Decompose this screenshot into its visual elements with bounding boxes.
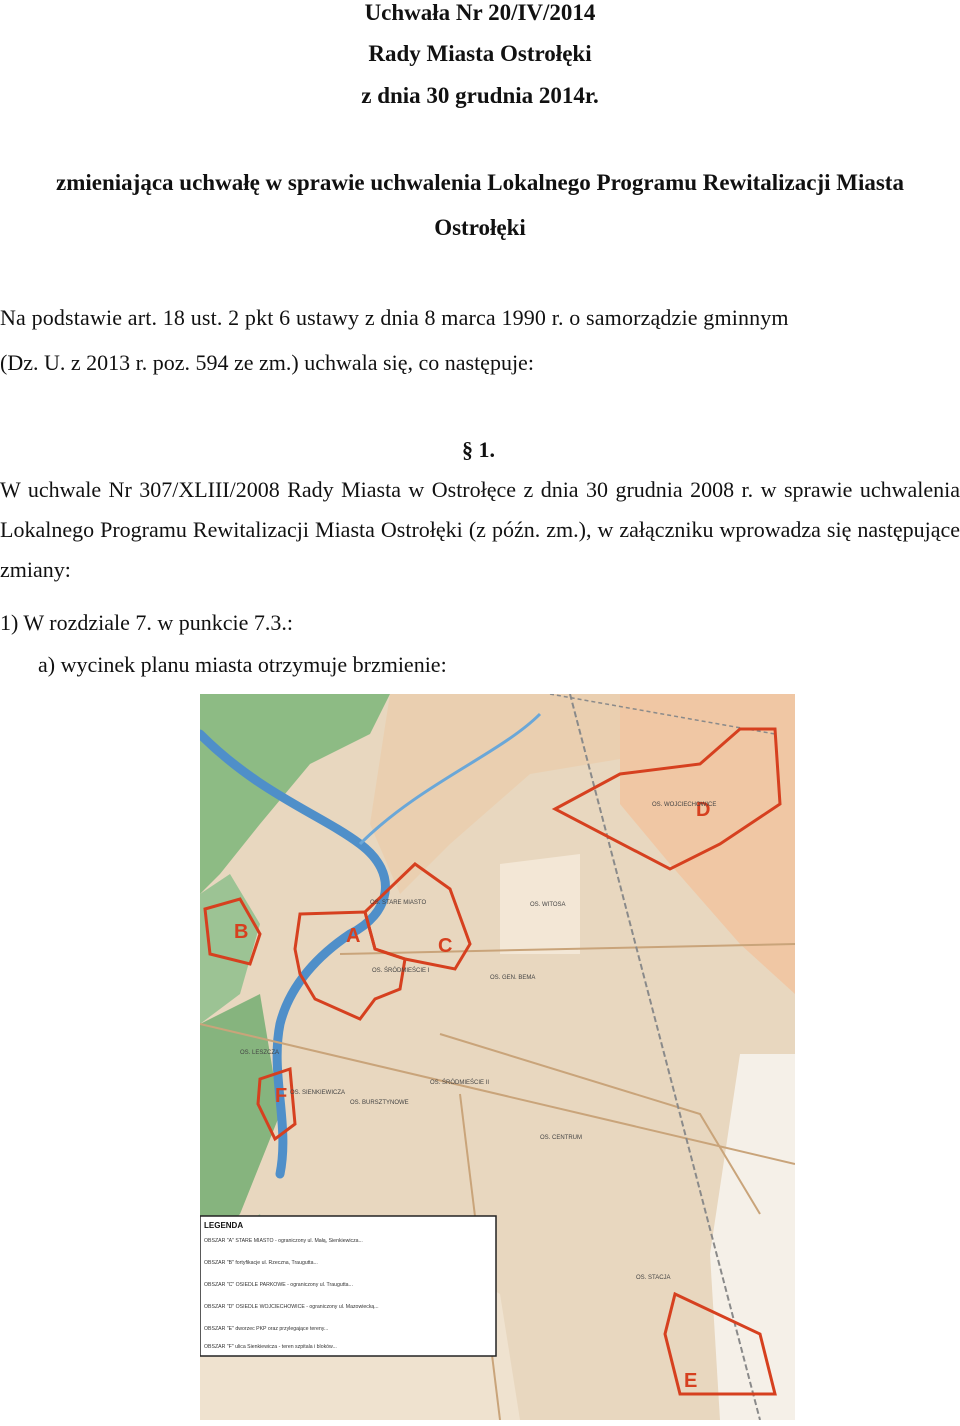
legend-item: OBSZAR "A" STARE MIASTO - ograniczony ul. Małą, Sienkiewicza... (204, 1238, 363, 1244)
council-name: Rady Miasta Ostrołęki (368, 41, 592, 66)
district-label: OS. SIENKIEWICZA (290, 1090, 346, 1096)
area-label-c: C (438, 935, 453, 957)
district-label: OS. CENTRUM (540, 1135, 582, 1141)
legend-item: OBSZAR "F" ulica Sienkiewicza - teren szpitala i bloków... (204, 1344, 337, 1350)
legend-item: OBSZAR "D" OSIEDLE WOJCIECHOWICE - ograniczony ul. Mazowiecką... (204, 1304, 379, 1310)
area-label-a: A (346, 925, 361, 947)
city-plan-map (200, 694, 795, 1420)
subject-line-2: Ostrołęki (434, 215, 526, 240)
district-label: OS. GEN. BEMA (490, 975, 536, 981)
city-plan-svg (200, 694, 795, 1420)
area-label-b: B (234, 921, 249, 943)
legal-basis-line-2: (Dz. U. z 2013 r. poz. 594 ze zm.) uchwala się, co następuje: (0, 350, 534, 375)
district-label: OS. BURSZTYNOWE (350, 1100, 409, 1106)
district-label: OS. WITOSA (530, 902, 566, 908)
district-label: OS. LESZCZA (240, 1050, 280, 1056)
district-label: OS. ŚRÓDMIEŚCIE II (430, 1080, 490, 1086)
legend-title: LEGENDA (204, 1221, 244, 1230)
district-label: OS. STARE MIASTO (370, 900, 427, 906)
subject-line-1: zmieniająca uchwałę w sprawie uchwalenia Lokalnego Programu Rewitalizacji Miasta (56, 170, 904, 195)
section-text: W uchwale Nr 307/XLIII/2008 Rady Miasta w Ostrołęce z dnia 30 grudnia 2008 r. w sprawie uchwalenia Lokalnego Programu Rewitalizacji Miasta Ostrołęki (z późn. zm.), w załączniku wprowadza się następujące zmiany: (0, 477, 960, 582)
resolution-date: z dnia 30 grudnia 2014r. (361, 83, 599, 108)
legal-basis-line-1: Na podstawie art. 18 ust. 2 pkt 6 ustawy z dnia 8 marca 1990 r. o samorządzie gminnym (0, 305, 789, 330)
district-label: OS. ŚRÓDMIEŚCIE I (372, 968, 430, 974)
map-legend (200, 1216, 496, 1356)
resolution-number: Uchwała Nr 20/IV/2014 (364, 0, 596, 25)
list-item-1: 1) W rozdziale 7. w punkcie 7.3.: (0, 610, 294, 635)
legend-item: OBSZAR "E" dworzec PKP oraz przylegające tereny... (204, 1326, 329, 1332)
list-item-1a: a) wycinek planu miasta otrzymuje brzmienie: (38, 652, 447, 677)
section-mark: § 1. (462, 437, 495, 462)
area-label-f: F (275, 1085, 288, 1107)
legend-item: OBSZAR "C" OSIEDLE PARKOWE - ograniczony ul. Traugutta... (204, 1282, 353, 1288)
area-label-d: D (696, 799, 711, 821)
district-label: OS. WOJCIECHOWICE (652, 802, 717, 808)
area-label-e: E (684, 1370, 698, 1392)
district-label: OS. STACJA (636, 1275, 671, 1281)
legend-item: OBSZAR "B" fortyfikacje ul. Rzeczna, Traugutta... (204, 1260, 318, 1266)
